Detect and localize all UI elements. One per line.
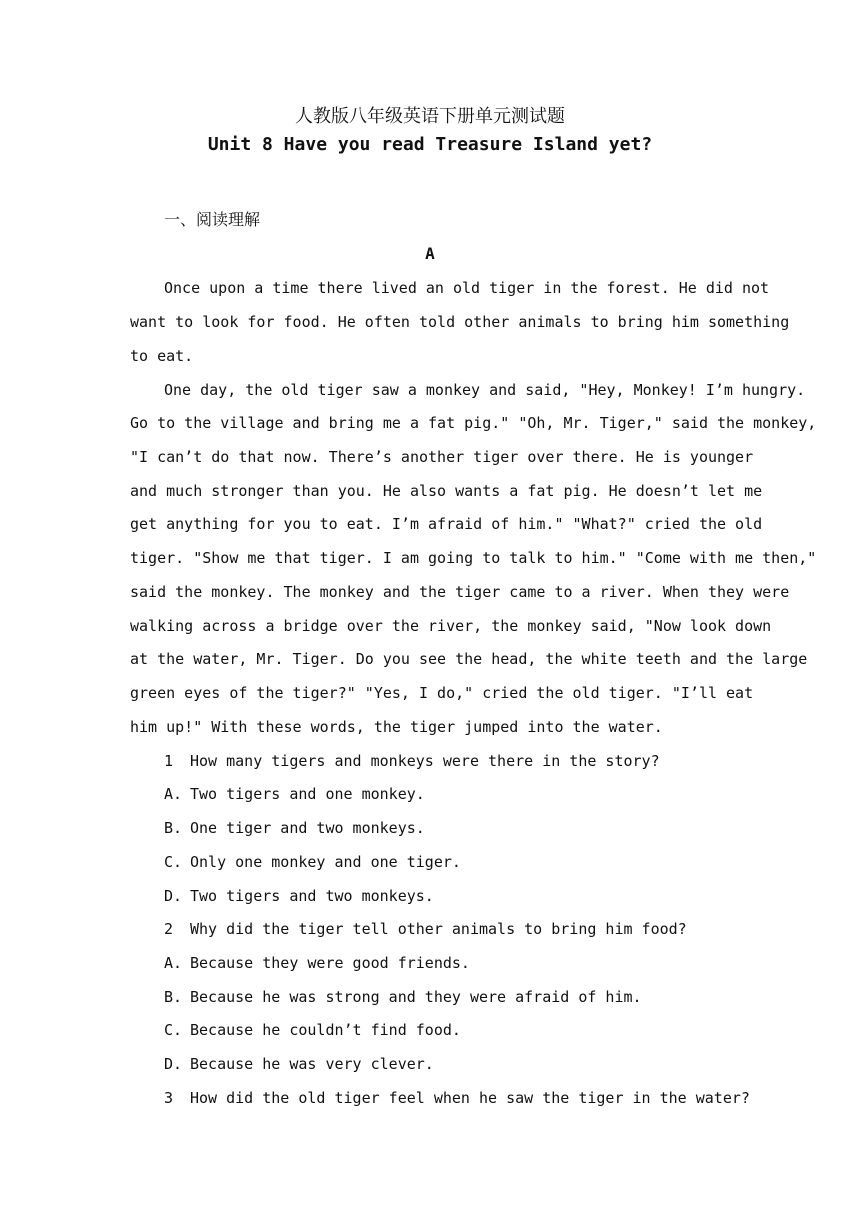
question	[164, 749, 730, 773]
option-text: One tiger and two monkeys.	[190, 819, 425, 837]
option-label: A.	[164, 954, 183, 972]
passage-line: Go to the village and bring me a fat pig." "Oh, Mr. Tiger," said the monkey,	[130, 414, 817, 432]
question-text: Why did the tiger tell other animals to bring him food?	[190, 920, 687, 938]
option-text: Because they were good friends.	[190, 954, 470, 972]
answer-option[interactable]	[164, 884, 730, 908]
question-number: 2	[164, 920, 174, 938]
passage-line: and much stronger than you. He also wants a fat pig. He doesn’t let me	[130, 482, 763, 500]
option-text: Because he couldn’t find food.	[190, 1021, 461, 1039]
answer-option[interactable]	[164, 1018, 730, 1042]
question	[164, 1086, 750, 1110]
question-text: How did the old tiger feel when he saw the tiger in the water?	[190, 1089, 750, 1107]
option-label: D.	[164, 887, 183, 905]
question-text: How many tigers and monkeys were there in the story?	[190, 752, 660, 770]
section-heading: 一、阅读理解	[164, 210, 261, 229]
option-label: A.	[164, 785, 183, 803]
passage-label: A	[425, 244, 435, 263]
option-text: Because he was very clever.	[190, 1055, 434, 1073]
passage-line: tiger. "Show me that tiger. I am going to talk to him." "Come with me then,"	[130, 549, 817, 567]
answer-option[interactable]	[164, 850, 730, 874]
passage-line: want to look for food. He often told other animals to bring him something	[130, 313, 790, 331]
passage-line: to eat.	[130, 347, 194, 365]
option-label: C.	[164, 1021, 183, 1039]
passage-line: Once upon a time there lived an old tiger in the forest. He did not	[164, 279, 770, 297]
option-text: Because he was strong and they were afraid of him.	[190, 988, 642, 1006]
option-label: B.	[164, 819, 183, 837]
answer-option[interactable]	[164, 816, 730, 840]
option-label: D.	[164, 1055, 183, 1073]
passage-line: said the monkey. The monkey and the tiger came to a river. When they were	[130, 583, 790, 601]
option-text: Two tigers and one monkey.	[190, 785, 425, 803]
document-title-english: Unit 8 Have you read Treasure Island yet?	[207, 134, 653, 155]
option-text: Only one monkey and one tiger.	[190, 853, 461, 871]
passage-line: green eyes of the tiger?" "Yes, I do," cried the old tiger. "I’ll eat	[130, 684, 754, 702]
option-text: Two tigers and two monkeys.	[190, 887, 434, 905]
answer-option[interactable]	[164, 1052, 730, 1076]
document-title-chinese: 人教版八年级英语下册单元测试题	[295, 106, 565, 127]
passage-line: at the water, Mr. Tiger. Do you see the head, the white teeth and the large	[130, 650, 808, 668]
passage-line: get anything for you to eat. I’m afraid of him." "What?" cried the old	[130, 515, 763, 533]
passage-line: One day, the old tiger saw a monkey and said, "Hey, Monkey! I’m hungry.	[164, 381, 806, 399]
option-label: C.	[164, 853, 183, 871]
question	[164, 917, 730, 941]
passage-line: walking across a bridge over the river, the monkey said, "Now look down	[130, 617, 772, 635]
answer-option[interactable]	[164, 951, 730, 975]
question-number: 1	[164, 752, 174, 770]
answer-option[interactable]	[164, 985, 730, 1009]
passage-line: him up!" With these words, the tiger jumped into the water.	[130, 718, 663, 736]
passage-line: "I can’t do that now. There’s another tiger over there. He is younger	[130, 448, 754, 466]
answer-option[interactable]	[164, 782, 730, 806]
question-number: 3	[164, 1089, 174, 1107]
option-label: B.	[164, 988, 183, 1006]
